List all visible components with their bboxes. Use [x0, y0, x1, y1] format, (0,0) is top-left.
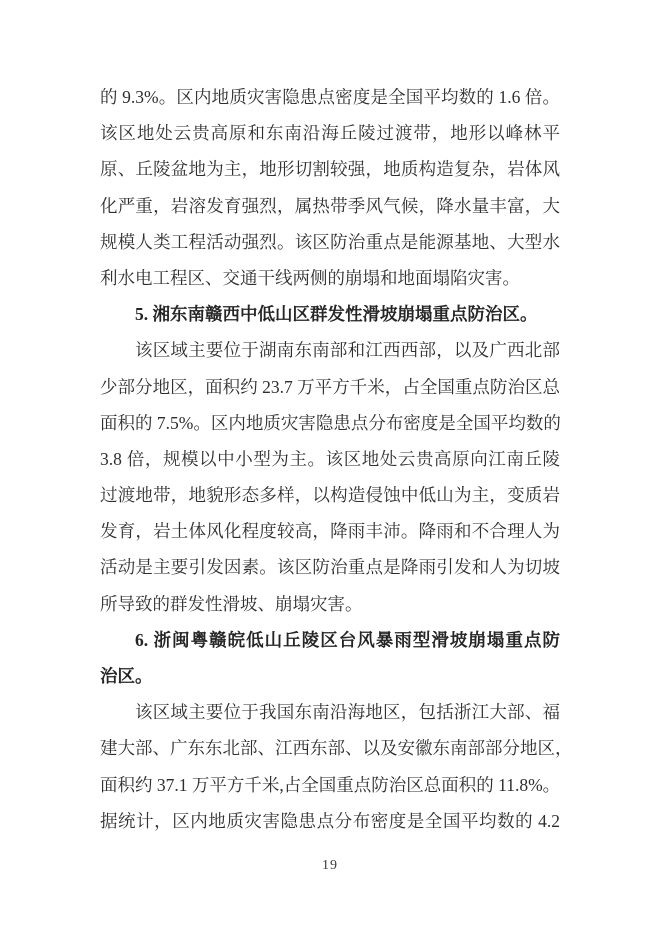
- section-5-heading: [100, 296, 560, 332]
- text-line: 据统计，区内地质灾害隐患点分布密度是全国平均数的 4.2: [100, 810, 560, 831]
- text-line: 原、丘陵盆地为主，地形切割较强，地质构造复杂，岩体风: [100, 159, 560, 180]
- page-footer: [0, 852, 660, 880]
- text-line: 该区域主要位于我国东南沿海地区，包括浙江大部、福: [135, 702, 560, 723]
- text-line: 面积的 7.5%。区内地质灾害隐患点分布密度是全国平均数的: [100, 412, 561, 433]
- text-column: [100, 79, 573, 839]
- text-line: 该区地处云贵高原和东南沿海丘陵过渡带，地形以峰林平: [100, 123, 560, 144]
- heading-line: 5. 湘东南赣西中低山区群发性滑坡崩塌重点防治区。: [135, 304, 538, 325]
- text-line: 建大部、广东东北部、江西东部、以及安徽东南部部分地区，: [100, 738, 573, 759]
- text-line: 发育，岩土体风化程度较高，降雨丰沛。降雨和不合理人为: [100, 521, 560, 542]
- heading-line: 治区。: [100, 666, 153, 686]
- page-number: 19: [322, 858, 338, 873]
- text-line: 的 9.3%。区内地质灾害隐患点密度是全国平均数的 1.6 倍。: [100, 87, 560, 107]
- text-line: 该区域主要位于湖南东南部和江西西部，以及广西北部: [135, 340, 560, 361]
- heading-line: 6. 浙闽粤赣皖低山丘陵区台风暴雨型滑坡崩塌重点防: [135, 629, 560, 650]
- text-line: 过渡地带，地貌形态多样，以构造侵蚀中低山为主，变质岩: [100, 485, 560, 506]
- text-line: 少部分地区，面积约 23.7 万平方千米，占全国重点防治区总: [100, 376, 560, 397]
- section-6-paragraph: [100, 694, 573, 839]
- text-line: 3.8 倍，规模以中小型为主。该区地处云贵高原向江南丘陵: [100, 448, 560, 469]
- section-5-paragraph: [100, 332, 560, 622]
- text-line: 利水电工程区、交通干线两侧的崩塌和地面塌陷灾害。: [100, 267, 520, 288]
- text-line: 活动是主要引发因素。该区防治重点是降雨引发和人为切坡: [100, 557, 560, 578]
- section-6-heading: [100, 622, 560, 694]
- text-line: 所导致的群发性滑坡、崩塌灾害。: [100, 593, 363, 614]
- text-line: 面积约 37.1 万平方千米,占全国重点防治区总面积的 11.8%。: [100, 774, 561, 795]
- intro-paragraph: [100, 79, 560, 296]
- text-line: 化严重，岩溶发育强烈，属热带季风气候，降水量丰富，大: [100, 195, 560, 216]
- text-line: 规模人类工程活动强烈。该区防治重点是能源基地、大型水: [100, 231, 560, 252]
